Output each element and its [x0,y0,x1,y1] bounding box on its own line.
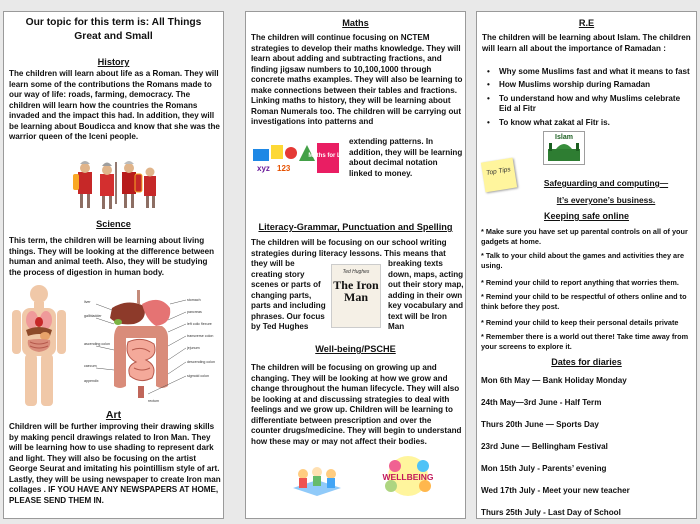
islam-label: Islam [555,134,573,141]
svg-text:xyz: xyz [257,164,270,173]
human-body-image [8,284,70,408]
panel-left [3,11,224,519]
history-heading: History [97,57,130,67]
page-title [4,16,223,44]
date-item: Thurs 25th July - Last Day of School [481,508,621,517]
maths-heading: Maths [342,18,369,28]
safe-tip: * Remind your child to be respectful of others online and to think before they post. [481,292,687,311]
re-heading: R.E [578,18,595,28]
literacy-heading: Literacy-Grammar, Punctuation and Spelling [258,222,453,232]
top-tips-note [481,158,517,193]
children-reading-image [289,464,345,500]
wellbeing-heading: Well-being/PSCHE [315,344,396,354]
safeguarding-heading-line-1: Safeguarding and computing— [543,178,669,188]
science-text: This term, the children will be learning about living things. They will be looking at the difference between human and animal teeth. Also, they will be studying the process of digestion in human body. [9,236,215,277]
iron-man-book-cover [331,264,381,328]
organ-label-jejunum: jejunum [187,346,200,350]
title-line-2: Great and Small [74,31,153,42]
safe-tip: * Talk to your child about the games and activities they are using. [481,251,685,270]
maths-logo-text: Maths for Life [308,153,348,159]
date-item: Wed 17th July - Meet your new teacher [481,486,630,495]
dates-list [481,370,695,524]
date-item: Mon 6th May — Bank Holiday Monday [481,376,627,385]
re-bullet: • To know what zakat al Fitr is. [483,118,694,128]
maths-for-life-logo [251,139,348,175]
re-bullet: • To understand how and why Muslims celebrate Eid al Fitr [483,94,694,115]
literacy-text-left: they will be creating story scenes or parts of changing parts, parts and including phrases. Our focus by Ted Hughes [251,259,326,331]
organ-label-left-colic-flexure: left colic flexure [187,322,212,326]
re-bullet: • Why some Muslims fast and what it means to fast [483,67,694,77]
science-heading: Science [96,219,131,229]
roman-soldiers-image [72,160,160,212]
organ-label-caecum: caecum [84,364,97,368]
organ-label-appendix: appendix [84,379,99,383]
safeguarding-heading-line-2: It’s everyone’s business. [556,195,656,205]
re-bullet: • How Muslims worship during Ramadan [483,80,694,90]
safe-tip: * Remind your child to report anything that worries them. [481,278,679,287]
book-title: The Iron Man [333,278,379,304]
art-heading: Art [105,409,122,421]
organ-label-descending-colon: descending colon [187,360,215,364]
wellbeing-text: The children will be focusing on growing up and changing. They will be looking at how we grow and change throughout the human lifecycle. They will also be looking at and discussing strategies to deal with feelings and we grow up. Children will be learning to differentiate between prescription and over the counter drugs/medicine. They will begin to understand how these may or may not affect their bodies. [251,363,462,446]
maths-text-side: extending patterns. In addition, they will be learning about decimal notation linked to money. [349,137,463,178]
title-line-1: Our topic for this term is: All Things [25,17,202,28]
date-item: 23rd June — Bellingham Festival [481,442,608,451]
date-item: 24th May—3rd June - Half Term [481,398,602,407]
wellbeing-logo-text: WELLBEING [382,472,434,482]
svg-text:123: 123 [277,164,291,173]
organ-label-transverse-colon: transverse colon [187,334,214,338]
organ-label-ascending-colon: ascending colon [84,342,110,346]
wellbeing-logo [377,454,439,498]
literacy-text-top: The children will be focusing on our school writing strategies during literacy lessons. This means that [251,238,447,258]
date-item: Thurs 20th June — Sports Day [481,420,599,429]
panel-right [476,11,697,519]
top-tips-text: Top Tips [485,166,512,177]
literacy-text-right: breaking texts down, maps, acting out their story map, adding in their own key vocabulary and text will be Iron Man [388,259,464,331]
dates-heading: Dates for diaries [551,357,622,367]
keeping-safe-online-heading: Keeping safe online [543,211,630,221]
organ-label-stomach: stomach [187,298,201,302]
book-author: Ted Hughes [342,269,370,275]
organ-label-liver: liver [84,300,91,304]
panel-middle [245,11,466,519]
maths-text: The children will continue focusing on NCTEM strategies to develop their maths knowledge. They will learn about adding and subtracting fractions, and finding jigsaw numbers to 10,100,1000 through concrete maths examples. They will also be learning to make connections between their tables and fractions. Linking maths to history, they will be learning about Roman Numerals too. The children will be carrying out investigations into patterns and [251,33,463,126]
organ-label-gallbladder: gallbladder [84,314,102,318]
safe-tip: * Remind your child to keep their personal details private [481,318,679,327]
organ-label-rectum: rectum [148,399,159,403]
digestive-system-diagram [82,290,214,404]
art-text: Children will be further improving their drawing skills by making pencil drawings related to Iron Man. They will be learning how to use shading to represent dark and light. They will also be focusing on the artist George Seurat and imitating his pointillism style of art. Lastly, they will be using newspaper to create Iron man collages . IF YOU HAVE ANY NEWSPAPERS AT HOME, PLEASE SEND THEM IN. [9,422,221,505]
safe-tip: * Remember there is a world out there! Take time away from your screens to explore it. [481,332,689,351]
re-text: The children will be learning about Islam. The children will learn all about the importance of Ramadan : [482,33,691,53]
organ-label-sigmoid-colon: sigmoid colon [187,374,209,378]
date-item: Mon 15th July - Parents’ evening [481,464,607,473]
re-bullet-list [483,67,694,128]
organ-label-pancreas: pancreas [187,310,202,314]
history-text: The children will learn about life as a Roman. They will learn some of the contributions the Romans made to our way of life: roads, farming, democracy. The children will learn how the countries the Romans invaded and the impact this had. In addition, they will be learning about Boudicca and know that she was the warrior queen of the Iceni people. [9,69,220,141]
islam-image [543,131,585,165]
safe-tip: * Make sure you have set up parental controls on all of your gadgets at home. [481,227,688,246]
